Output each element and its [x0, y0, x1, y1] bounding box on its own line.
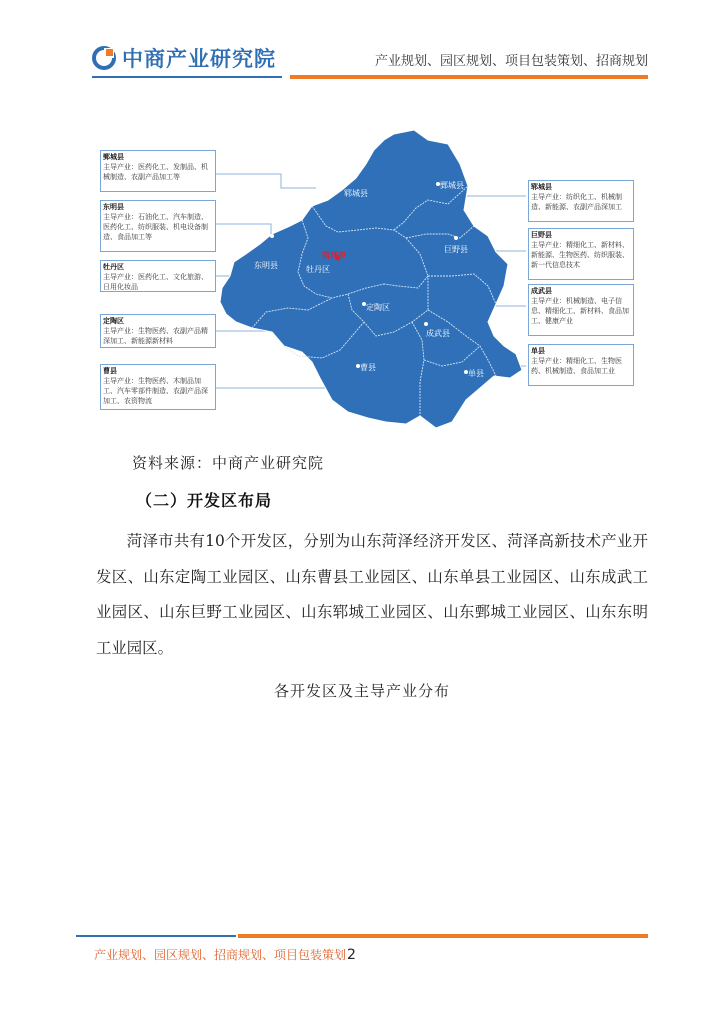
annotation-text: 主导产业：精细化工、新材料、新能源、生物医药、纺织服装、新一代信息技术	[531, 241, 629, 269]
county-label-shanxian: 单县	[468, 369, 484, 378]
logo-text: 中商产业研究院	[122, 47, 276, 71]
annotation-left-2	[103, 202, 213, 242]
county-label-heze-seat: 菏泽市	[322, 251, 346, 260]
annotation-text: 主导产业：机械制造、电子信息、精细化工、新材料、食品加工、健康产业	[531, 297, 629, 325]
header-divider-blue	[92, 76, 282, 78]
page-number: 2	[347, 947, 356, 963]
county-label-caoxian: 曹县	[360, 363, 376, 372]
brand-logo	[92, 44, 276, 72]
annotation-right-4	[531, 346, 631, 376]
annotation-title: 成武县	[531, 287, 552, 295]
annotation-right-2	[531, 230, 631, 270]
county-label-juancheng-mid: 鄄城县	[440, 181, 464, 190]
annotation-title: 郓城县	[531, 183, 552, 191]
county-label-yuncheng: 郓城县	[344, 189, 368, 198]
annotation-title: 定陶区	[103, 317, 124, 325]
county-label-dingtao: 定陶区	[366, 303, 390, 312]
header-divider-orange	[290, 75, 648, 79]
annotation-left-3	[103, 262, 213, 292]
annotation-title: 鄄城县	[103, 153, 124, 161]
footer-divider-blue	[76, 935, 236, 937]
annotation-text: 主导产业：医药化工、发制品、机械制造、农副产品加工等	[103, 163, 208, 181]
annotation-title: 单县	[531, 347, 545, 355]
annotation-text: 主导产业：纺织化工、机械制造、新能源、农副产品深加工	[531, 193, 622, 211]
footer-divider-orange	[238, 934, 648, 938]
annotation-text: 主导产业：生物医药、木制品加工、汽车零部件制造、农副产品深加工、农资物流	[103, 377, 208, 405]
annotation-text: 主导产业：石油化工、汽车制造、医药化工、纺织服装、机电设备制造、食品加工等	[103, 213, 208, 241]
annotation-title: 牡丹区	[103, 263, 124, 271]
figure-caption: 各开发区及主导产业分布	[273, 682, 450, 700]
annotation-left-1	[103, 152, 213, 182]
county-label-mudan: 牡丹区	[306, 265, 330, 274]
county-label-chengwu: 成武县	[426, 329, 450, 338]
logo-icon	[92, 46, 116, 70]
annotation-left-5	[103, 366, 213, 406]
county-label-juye: 巨野县	[444, 245, 468, 254]
county-label-dongming: 东明县	[254, 261, 278, 270]
annotation-title: 曹县	[103, 367, 117, 375]
annotation-text: 主导产业：生物医药、农副产品精深加工、新能源新材料	[103, 327, 208, 345]
annotation-text: 主导产业：精细化工、生物医药、机械制造、食品加工业	[531, 357, 622, 375]
annotation-right-3	[531, 286, 631, 326]
annotation-text: 主导产业：医药化工、文化旅游、日用化妆品	[103, 273, 208, 291]
footer-slogan: 产业规划、园区规划、招商规划、项目包装策划	[94, 948, 347, 962]
annotation-left-4	[103, 316, 213, 346]
heze-county-map	[76, 126, 636, 434]
header-slogan: 产业规划、园区规划、项目包装策划、招商规划	[374, 54, 648, 69]
annotation-title: 巨野县	[531, 231, 552, 239]
annotation-right-1	[531, 182, 631, 212]
body-paragraph: 菏泽市共有10个开发区，分别为山东菏泽经济开发区、菏泽高新技术产业开发区、山东定陶工业园区、山东曹县工业园区、山东单县工业园区、山东成武工业园区、山东巨野工业园区、山东郓城工业园区、山东鄄城工业园区、山东东明工业园区。	[96, 532, 648, 657]
footer	[94, 946, 356, 963]
annotation-title: 东明县	[103, 203, 124, 211]
section-heading: （二）开发区布局	[136, 491, 273, 510]
figure-source: 资料来源：中商产业研究院	[132, 454, 325, 472]
